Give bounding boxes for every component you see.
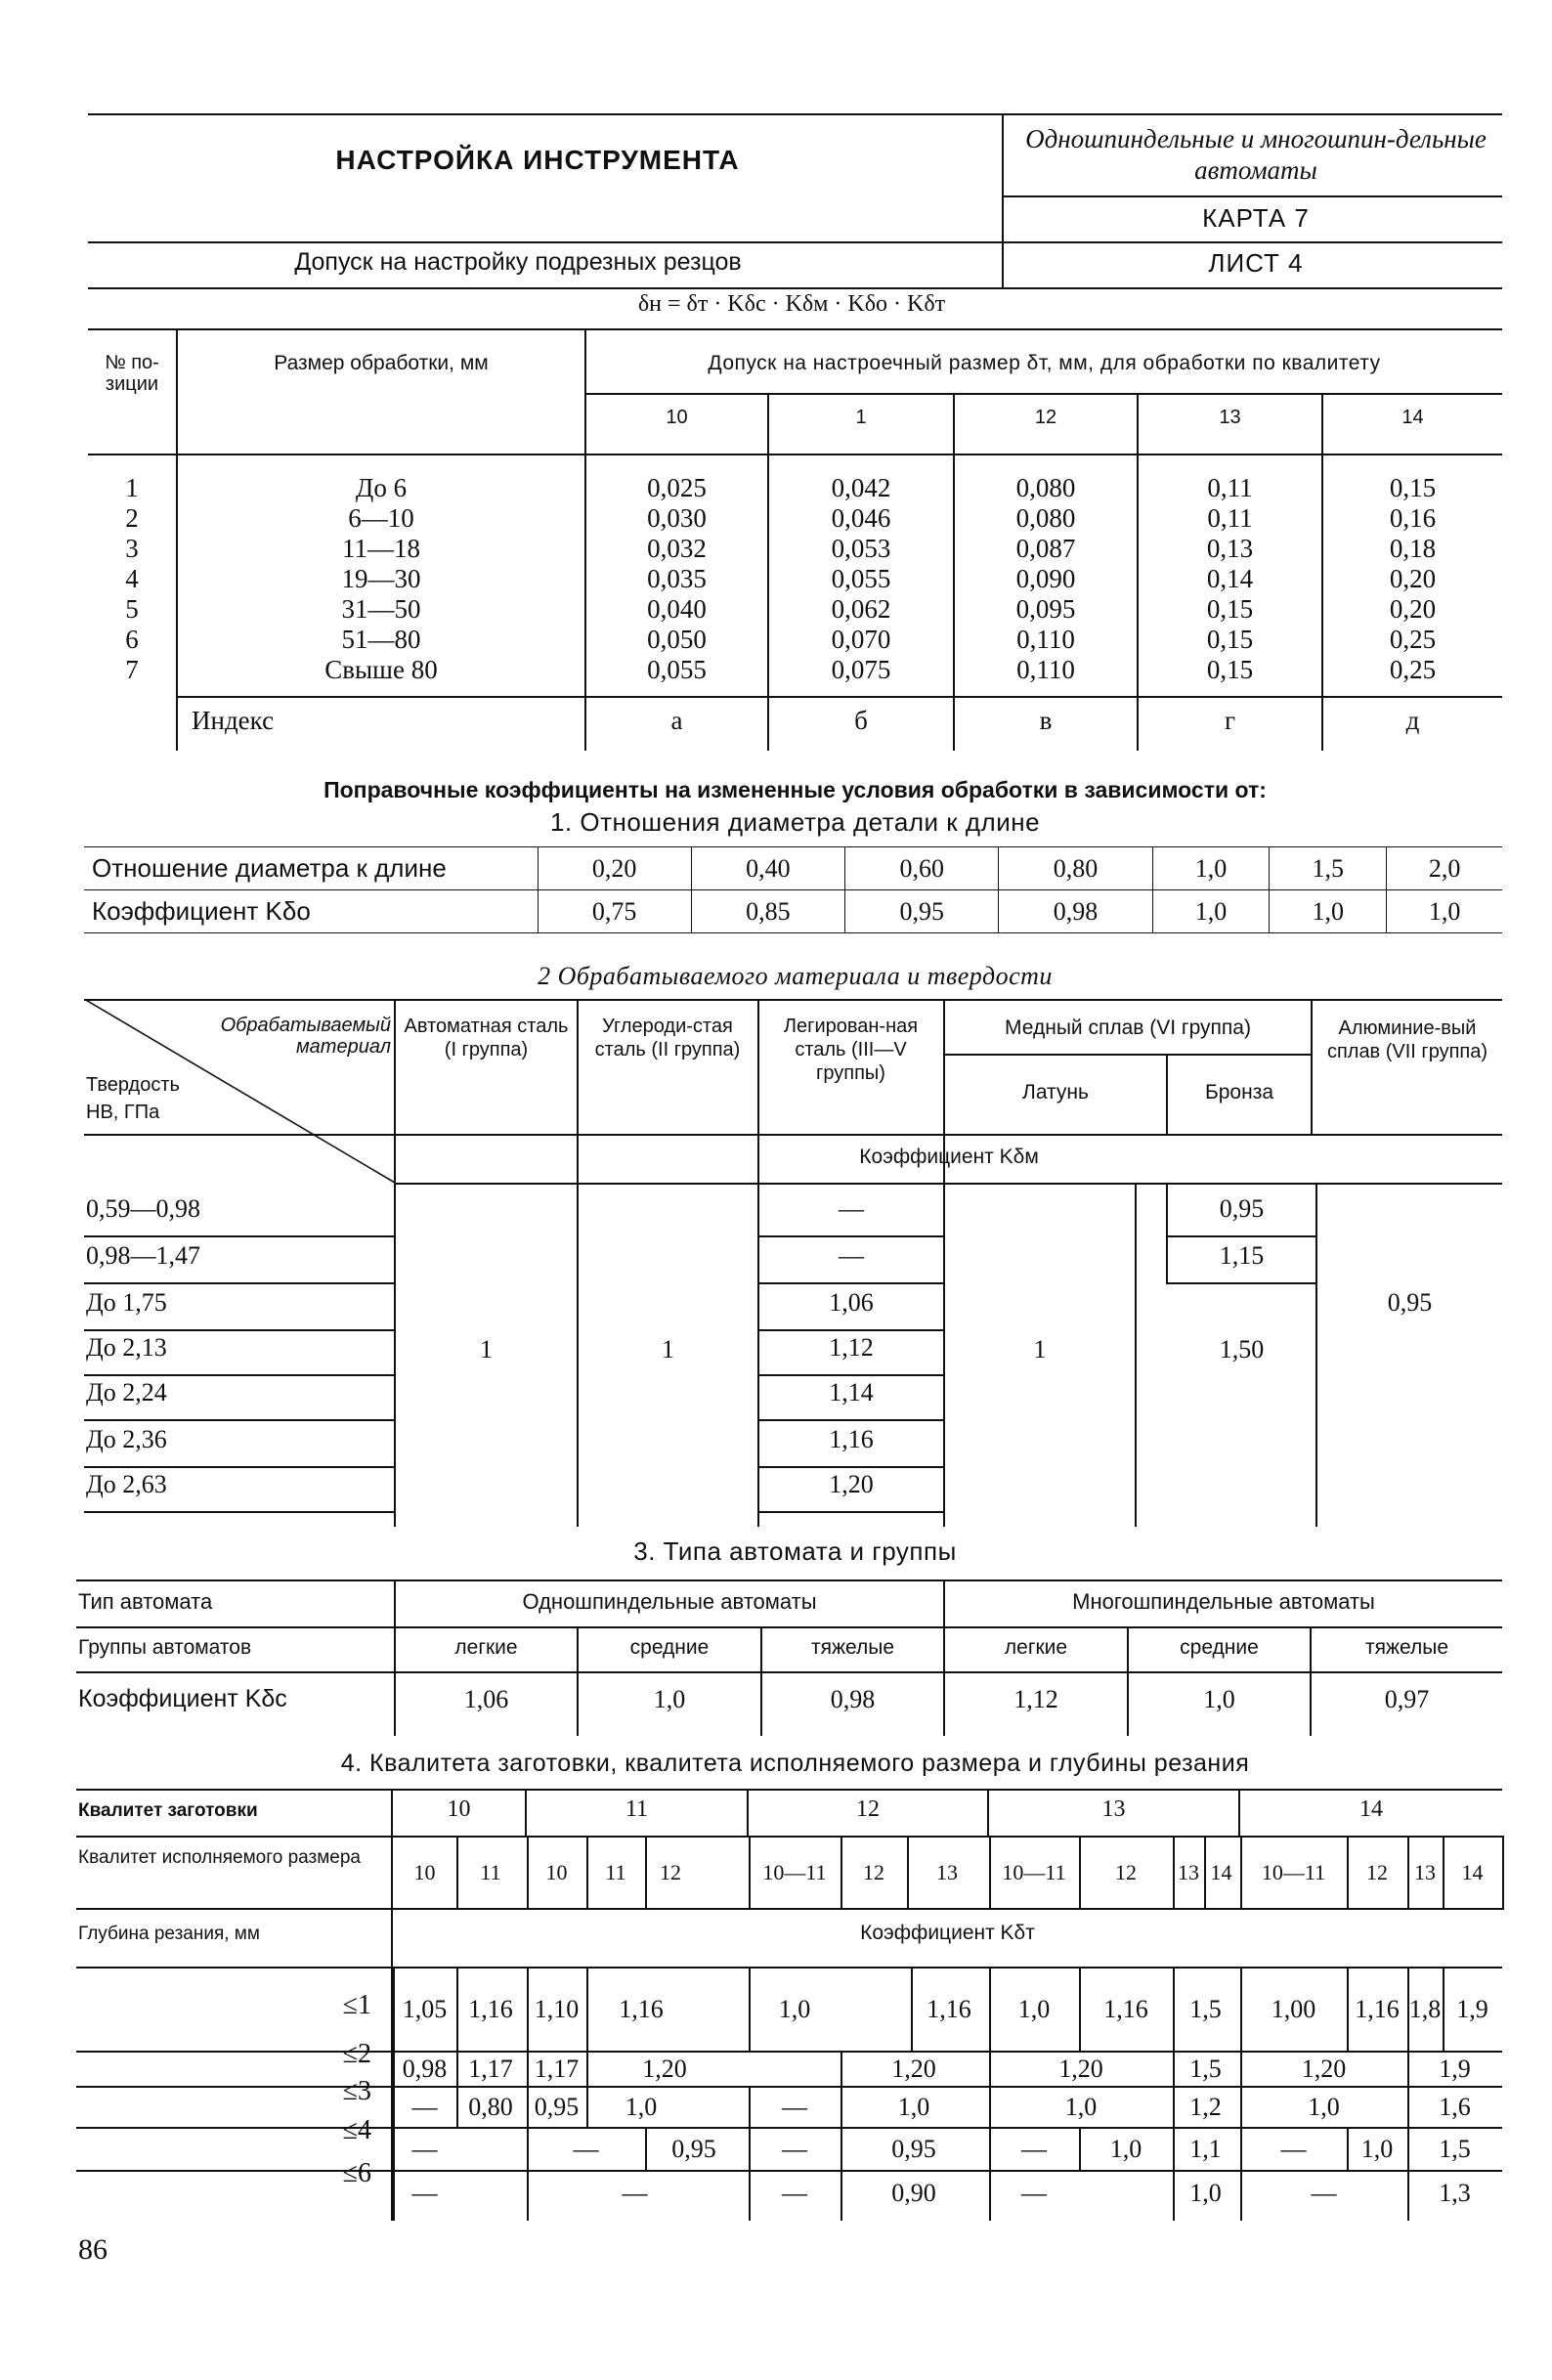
- grid-line: [586, 2088, 588, 2127]
- coef-cell: —: [411, 2135, 438, 2163]
- grid-line: [456, 1836, 458, 1910]
- ratio-cell: 0,80: [999, 847, 1152, 890]
- exec-grade: 10—11: [1261, 1860, 1326, 1884]
- coef-cell: —: [573, 2135, 599, 2163]
- group-cell: средние: [1180, 1636, 1259, 1659]
- values-column: 0,15 0,16 0,18 0,20 0,20 0,25 0,25: [1389, 473, 1437, 684]
- coef-cell: 1,0: [625, 2093, 658, 2121]
- coef-cell: 1,17: [468, 2055, 513, 2083]
- coef-cell: 1,00: [1271, 1995, 1316, 2023]
- exec-grade: 13: [1178, 1860, 1199, 1884]
- coef-label: Коэффициент Kδо: [84, 890, 538, 933]
- depth-row-label: ≤1: [342, 1990, 371, 2020]
- grid-line: [841, 2172, 842, 2221]
- page-title: НАСТРОЙКА ИНСТРУМЕНТА: [335, 145, 740, 175]
- coef-cell: 1,0: [1270, 890, 1387, 933]
- values-column: 0,11 0,11 0,13 0,14 0,15 0,15 0,15: [1206, 473, 1254, 684]
- coef-cell: 1,20: [642, 2055, 687, 2083]
- grid-line: [393, 2053, 395, 2086]
- coef-cell: 1,5: [1189, 2055, 1222, 2083]
- index-value: г: [1224, 706, 1236, 735]
- ratio-table: [84, 846, 1502, 933]
- ratio-cell: 2,0: [1387, 847, 1502, 890]
- material-copper: Медный сплав (VI группа): [1005, 1017, 1251, 1039]
- grid-line: [1079, 2129, 1081, 2170]
- alloy-coef: 1,12: [829, 1333, 874, 1362]
- section-4-title: 4. Квалитета заготовки, квалитета исполняемого размера и глубины резания: [340, 1750, 1250, 1777]
- section-1-title: 1. Отношения диаметра детали к длине: [549, 807, 1041, 837]
- coef-cell: 0,98: [999, 890, 1152, 933]
- blank-grade-label: Квалитет заготовки: [78, 1800, 258, 1821]
- machine-coef: 0,98: [830, 1685, 876, 1713]
- coef-cell: 0,90: [891, 2179, 936, 2207]
- coef-cell: 1,0: [1360, 2135, 1394, 2163]
- grid-line: [1173, 2172, 1175, 2221]
- grid-line: [645, 1836, 647, 1910]
- grid-line: [749, 1836, 751, 1910]
- machine-coef: 0,97: [1384, 1685, 1430, 1713]
- exec-grade: 11: [480, 1860, 501, 1884]
- grid-line: [1407, 2053, 1409, 2086]
- grid-line: [1173, 1969, 1175, 2051]
- coef-cell: 1,0: [1308, 2093, 1340, 2121]
- grid-line: [456, 1969, 458, 2051]
- blank-grade: 14: [1359, 1796, 1383, 1822]
- machine-coef: 1,06: [463, 1685, 509, 1713]
- group-cell: тяжелые: [1364, 1636, 1449, 1659]
- material-auto: Автоматная сталь (I группа): [404, 1016, 569, 1060]
- aluminium-coef: 0,95: [1387, 1288, 1433, 1317]
- bronze-coef: 1,15: [1219, 1241, 1265, 1270]
- exec-grade: 14: [1210, 1860, 1232, 1884]
- single-spindle: Одношпиндельные автоматы: [522, 1589, 817, 1614]
- grid-line: [1347, 1836, 1349, 1910]
- sheet-number: ЛИСТ 4: [1208, 248, 1304, 278]
- coef-cell: 1,5: [1439, 2135, 1471, 2163]
- coef-cell: —: [1021, 2135, 1047, 2163]
- grid-line: [1502, 1836, 1504, 1910]
- grade-header: 1: [855, 407, 867, 428]
- exec-grade: 10: [545, 1860, 568, 1884]
- coef-cell: 1,17: [534, 2055, 580, 2083]
- grid-line: [1407, 1836, 1409, 1910]
- grid-line: [911, 1969, 913, 2051]
- exec-grade: 11: [605, 1860, 626, 1884]
- grid-line: [841, 1836, 842, 1910]
- depth-label: Глубина резания, мм: [78, 1924, 260, 1944]
- depth-row-label: ≤2: [342, 2039, 371, 2069]
- coef-cell: —: [782, 2135, 807, 2163]
- coef-cell: —: [1311, 2179, 1337, 2207]
- grid-line: [393, 2172, 395, 2221]
- grid-line: [527, 1969, 529, 2051]
- exec-grade-label: Квалитет исполняемого размера: [78, 1847, 361, 1868]
- values-column: 0,025 0,030 0,032 0,035 0,040 0,050 0,055: [647, 473, 707, 684]
- grid-line: [989, 1836, 991, 1910]
- coef-cell: 1,20: [1301, 2055, 1347, 2083]
- coef-cell: 1,0: [1017, 1995, 1051, 2023]
- ratio-cell: 1,0: [1152, 847, 1270, 890]
- grid-line: [1407, 2088, 1409, 2127]
- carbon-steel-coef: 1: [662, 1335, 674, 1363]
- coef-cell: 1,6: [1439, 2093, 1471, 2121]
- correction-title: Поправочные коэффициенты на измененные условия обработки в зависимости от:: [323, 777, 1267, 802]
- grid-line: [1407, 1969, 1409, 2051]
- grid-line: [989, 1969, 991, 2051]
- machine-type-label: Тип автомата: [78, 1589, 213, 1614]
- coef-cell: 1,05: [402, 1995, 448, 2023]
- grid-line: [393, 1969, 395, 2051]
- hardness-row: До 2,24: [86, 1378, 167, 1406]
- grid-line: [645, 2129, 647, 2170]
- grid-line: [1173, 2088, 1175, 2127]
- coef-cell: 1,3: [1439, 2179, 1471, 2207]
- grid-line: [393, 2088, 395, 2127]
- exec-grade: 13: [1414, 1860, 1436, 1884]
- exec-grade: 13: [936, 1860, 958, 1884]
- grid-line: [1407, 2129, 1409, 2170]
- grid-line: [1240, 2053, 1242, 2086]
- blank-grade: 13: [1101, 1796, 1126, 1822]
- material-carbon: Углероди-стая сталь (II группа): [594, 1016, 741, 1060]
- depth-row-label: ≤4: [342, 2115, 371, 2145]
- coef-kt-label: Коэффициент Kδт: [860, 1922, 1035, 1944]
- coef-cell: 1,2: [1189, 2093, 1222, 2121]
- grid-line: [749, 2129, 751, 2170]
- exec-grade: 10: [413, 1860, 436, 1884]
- coef-cell: 1,16: [1355, 1995, 1400, 2023]
- coef-cell: 1,16: [1103, 1995, 1148, 2023]
- grid-line: [1407, 2172, 1409, 2221]
- brass-coef: 1: [1033, 1335, 1047, 1363]
- material-alloy: Легирован-ная сталь (III—V группы): [783, 1016, 919, 1084]
- coef-cell: —: [411, 2179, 438, 2207]
- positions-column: 1 2 3 4 5 6 7: [125, 473, 139, 684]
- grid-line: [527, 1836, 529, 1910]
- coef-cell: —: [1280, 2135, 1307, 2163]
- grid-line: [841, 2129, 842, 2170]
- section-3-title: 3. Типа автомата и группы: [633, 1536, 957, 1566]
- grid-line: [1173, 2129, 1175, 2170]
- grid-line: [841, 2088, 842, 2127]
- grid-line: [1240, 2088, 1242, 2127]
- card-number: КАРТА 7: [1202, 203, 1310, 233]
- material-aluminium: Алюминие-вый сплав (VII группа): [1326, 1017, 1488, 1062]
- exec-grade: 12: [863, 1860, 884, 1884]
- header-subtitle: Допуск на настройку подрезных резцов: [294, 248, 742, 276]
- alloy-coef: —: [839, 1241, 864, 1270]
- coef-cell: 1,10: [534, 1995, 580, 2023]
- corner-bottom: Твердость НВ, ГПа: [86, 1074, 180, 1123]
- coef-cell: 0,95: [534, 2093, 580, 2121]
- alloy-coef: —: [839, 1194, 864, 1223]
- ratio-cell: 1,5: [1270, 847, 1387, 890]
- depth-row-label: ≤3: [342, 2076, 371, 2106]
- copper-bronze: Бронза: [1204, 1081, 1274, 1103]
- group-cell: легкие: [1004, 1636, 1068, 1659]
- grid-line: [1079, 1969, 1081, 2051]
- grid-line: [749, 1969, 751, 2051]
- multi-spindle: Многошпиндельные автоматы: [1072, 1589, 1375, 1614]
- coef-cell: —: [782, 2093, 807, 2121]
- col-tolerance: Допуск на настроечный размер δт, мм, для обработки по квалитету: [708, 352, 1381, 374]
- coef-cell: —: [411, 2093, 438, 2121]
- coef-cell: 0,85: [691, 890, 844, 933]
- coef-cell: 1,0: [1387, 890, 1502, 933]
- coef-cell: 1,9: [1456, 1995, 1488, 2023]
- grid-line: [1240, 1969, 1242, 2051]
- coef-cell: 1,8: [1408, 1995, 1442, 2023]
- grid-line: [989, 2129, 991, 2170]
- coef-cell: 1,1: [1189, 2135, 1222, 2163]
- coef-cell: 1,0: [1152, 890, 1270, 933]
- grid-line: [527, 2129, 529, 2170]
- coef-cell: 1,0: [1109, 2135, 1142, 2163]
- col-position: № по-зиции: [105, 352, 159, 395]
- grid-line: [1079, 1836, 1081, 1910]
- grid-line: [1240, 2172, 1242, 2221]
- grid-line: [1443, 1969, 1444, 2051]
- machine-coef: 1,0: [1203, 1685, 1235, 1713]
- index-value: д: [1405, 706, 1420, 735]
- grid-line: [1240, 1836, 1242, 1910]
- grid-line: [527, 2088, 529, 2127]
- grid-line: [1347, 1969, 1349, 2051]
- page-number: 86: [78, 2233, 108, 2266]
- grid-line: [1204, 1836, 1206, 1910]
- coef-cell: 0,95: [891, 2135, 936, 2163]
- ratio-cell: 0,20: [538, 847, 691, 890]
- grid-line: [1240, 2129, 1242, 2170]
- grid-line: [393, 2129, 395, 2170]
- values-column: 0,042 0,046 0,053 0,055 0,062 0,070 0,075: [831, 473, 891, 684]
- depth-row-label: ≤6: [342, 2158, 371, 2188]
- alloy-coef: 1,20: [829, 1470, 874, 1498]
- exec-grade: 12: [1366, 1860, 1388, 1884]
- alloy-coef: 1,16: [829, 1425, 874, 1453]
- coef-km-label: Коэффициент Kδм: [859, 1146, 1039, 1168]
- index-label: Индекс: [192, 706, 275, 735]
- grid-line: [586, 1969, 588, 2051]
- coef-cell: 1,9: [1439, 2055, 1471, 2083]
- grid-line: [749, 2172, 751, 2221]
- formula: δн = δт · Kδс · Kδм · Kδо · Kδт: [637, 291, 946, 317]
- coef-cell: 1,0: [1064, 2093, 1098, 2121]
- ratio-cell: 0,60: [845, 847, 999, 890]
- values-column: 0,080 0,080 0,087 0,090 0,095 0,110 0,110: [1015, 473, 1076, 684]
- coef-cell: 1,0: [1189, 2179, 1222, 2207]
- group-cell: тяжелые: [810, 1636, 895, 1659]
- coef-cell: 0,75: [538, 890, 691, 933]
- header-right-title: Одношпиндельные и многошпин-дельные автоматы: [1025, 124, 1487, 185]
- blank-grade: 11: [625, 1796, 649, 1822]
- hardness-row: До 2,13: [86, 1333, 167, 1362]
- copper-brass: Латунь: [1022, 1081, 1089, 1103]
- coef-cell: 0,95: [671, 2135, 716, 2163]
- coef-cell: 1,20: [891, 2055, 936, 2083]
- exec-grade: 14: [1461, 1860, 1484, 1884]
- hardness-row: До 2,63: [86, 1470, 167, 1498]
- exec-grade: 12: [1115, 1860, 1137, 1884]
- grid-line: [1347, 2129, 1349, 2170]
- coef-cell: 0,80: [468, 2093, 513, 2121]
- grid-line: [989, 2088, 991, 2127]
- alloy-coef: 1,06: [829, 1288, 874, 1317]
- coef-cell: 1,16: [468, 1995, 513, 2023]
- exec-grade: 10—11: [1002, 1860, 1066, 1884]
- grid-line: [527, 2172, 529, 2221]
- coef-cell: —: [1021, 2179, 1047, 2207]
- coef-cell: 0,95: [845, 890, 999, 933]
- coef-cell: 1,20: [1058, 2055, 1103, 2083]
- hardness-row: 0,98—1,47: [86, 1241, 200, 1270]
- hardness-row: 0,59—0,98: [86, 1194, 200, 1223]
- grid-line: [1443, 1836, 1444, 1910]
- ratio-label: Отношение диаметра к длине: [84, 847, 538, 890]
- alloy-coef: 1,14: [829, 1378, 874, 1406]
- exec-grade: 10—11: [762, 1860, 827, 1884]
- grid-line: [1173, 1836, 1175, 1910]
- auto-steel-coef: 1: [480, 1335, 493, 1363]
- grid-line: [456, 2088, 458, 2127]
- hardness-row: До 2,36: [86, 1425, 167, 1453]
- grid-line: [907, 1836, 909, 1910]
- bronze-coef: 0,95: [1219, 1194, 1265, 1223]
- coef-cell: 1,5: [1189, 1995, 1222, 2023]
- index-value: б: [854, 706, 868, 735]
- grid-line: [1173, 2053, 1175, 2086]
- grid-line: [586, 1836, 588, 1910]
- col-size: Размер обработки, мм: [274, 352, 489, 374]
- grade-header: 10: [666, 407, 688, 428]
- exec-grade: 12: [660, 1860, 681, 1884]
- coef-cell: 1,16: [927, 1995, 971, 2023]
- grid-line: [989, 2053, 991, 2086]
- machine-coef: 1,0: [653, 1685, 686, 1713]
- grid-line: [456, 2053, 458, 2086]
- blank-grade: 10: [447, 1796, 471, 1822]
- coef-cell: —: [622, 2179, 648, 2207]
- grid-line: [989, 2172, 991, 2221]
- corner-top: Обрабатываемый материал: [220, 1015, 391, 1058]
- grade-header: 14: [1401, 407, 1424, 428]
- group-cell: легкие: [454, 1636, 518, 1659]
- index-value: в: [1039, 706, 1053, 735]
- groups-label: Группы автоматов: [78, 1636, 252, 1659]
- grid-line: [841, 2053, 842, 2086]
- grid-line: [586, 2053, 588, 2086]
- blank-grade: 12: [856, 1796, 880, 1822]
- hardness-row: До 1,75: [86, 1288, 167, 1317]
- coef-cell: 1,16: [619, 1995, 664, 2023]
- coef-cell: 1,0: [897, 2093, 930, 2121]
- sizes-column: До 6 6—10 11—18 19—30 31—50 51—80 Свыше 80: [324, 473, 438, 684]
- coef-kc-label: Коэффициент Kδс: [78, 1685, 287, 1712]
- grade-header: 12: [1034, 407, 1057, 428]
- coef-cell: —: [782, 2179, 807, 2207]
- index-value: а: [670, 706, 683, 735]
- group-cell: средние: [629, 1636, 710, 1659]
- machine-coef: 1,12: [1013, 1685, 1058, 1713]
- coef-cell: 0,98: [402, 2055, 448, 2083]
- ratio-cell: 0,40: [691, 847, 844, 890]
- grid-line: [527, 2053, 529, 2086]
- grade-header: 13: [1219, 407, 1241, 428]
- grid-line: [749, 2088, 751, 2127]
- coef-cell: 1,0: [778, 1995, 811, 2023]
- section-2-title: 2 Обрабатываемого материала и твердости: [538, 962, 1053, 990]
- bronze-coef: 1,50: [1219, 1335, 1265, 1363]
